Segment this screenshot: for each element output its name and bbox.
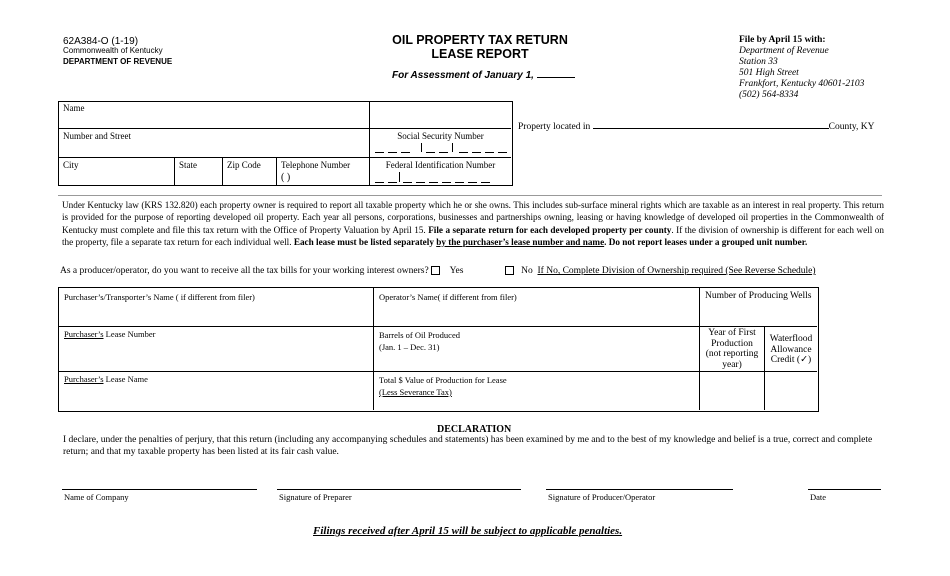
barrels-label	[379, 329, 460, 353]
instructions-emphasis: Each lease must be listed separately	[293, 236, 434, 247]
form-title: OIL PROPERTY TAX RETURN	[392, 33, 568, 47]
property-location	[518, 119, 875, 132]
instructions-emphasis: by the purchaser’s lease number and name	[436, 236, 605, 247]
producer-signature-line[interactable]	[546, 489, 733, 490]
barrels-period: (Jan. 1 – Dec. 31)	[379, 342, 440, 352]
company-label: Name of Company	[64, 492, 129, 502]
address-line: Department of Revenue	[739, 46, 829, 56]
instructions-emphasis: . Do not report leases under a grouped unit number.	[604, 236, 808, 247]
street-label: Number and Street	[63, 131, 131, 141]
no-option	[505, 266, 816, 276]
date-label: Date	[810, 492, 827, 502]
company-signature-line[interactable]	[62, 489, 257, 490]
address-line: 501 High Street	[739, 68, 799, 78]
assessment-year-field[interactable]	[537, 68, 575, 78]
preparer-signature-line[interactable]	[277, 489, 521, 490]
total-value-label	[379, 374, 507, 398]
penalty-notice: Filings received after April 15 will be subject to applicable penalties.	[313, 525, 623, 537]
file-by-heading: File by April 15 with:	[739, 35, 826, 45]
producer-label: Signature of Producer/Operator	[548, 492, 656, 502]
phone-area-code[interactable]: ( )	[281, 172, 291, 183]
property-location-label: Property located in	[518, 122, 591, 132]
first-production-line: Year of First	[708, 328, 756, 338]
agency-name: Commonwealth of Kentucky	[63, 46, 163, 55]
yes-checkbox[interactable]	[431, 266, 440, 275]
lease-number-label-underlined: Purchaser’s	[64, 329, 104, 339]
no-label: No	[521, 266, 533, 276]
first-production-label	[700, 328, 764, 370]
tax-bill-question	[60, 266, 463, 276]
divider	[58, 195, 882, 196]
waterflood-line: Waterflood	[769, 334, 813, 344]
yes-label: Yes	[449, 266, 464, 276]
no-note: If No, Complete Division of Ownership required (See Reverse Schedule)	[537, 266, 816, 276]
first-production-line: (not reporting	[705, 349, 759, 359]
declaration-title: DECLARATION	[437, 424, 512, 435]
lease-number-label	[64, 329, 155, 339]
form-subtitle: LEASE REPORT	[431, 47, 529, 61]
waterflood-line: Credit (✓)	[770, 355, 812, 365]
address-line: (502) 564-8334	[739, 90, 799, 100]
total-value-text: Total $ Value of Production for Lease	[379, 375, 507, 385]
operator-name-label: Operator’s Name( if different from filer)	[379, 292, 517, 302]
producing-wells-label: Number of Producing Wells	[705, 291, 812, 301]
county-label: County, KY	[828, 122, 875, 132]
lease-details-table	[58, 287, 819, 412]
phone-label: Telephone Number	[281, 160, 351, 170]
first-production-line: Production	[711, 338, 753, 349]
department-name: DEPARTMENT OF REVENUE	[63, 57, 173, 66]
county-field[interactable]	[593, 119, 829, 129]
question-text: As a producer/operator, do you want to receive all the tax bills for your working interest owners?	[60, 266, 429, 276]
declaration-text: I declare, under the penalties of perjury, that this return (including any accompanying schedules and statements) has been examined by me and to the best of my knowledge and belief is a true, correct and complete return; and that my taxable property has been listed at its fair cash value.	[63, 435, 873, 457]
state-label: State	[179, 160, 197, 170]
preparer-label: Signature of Preparer	[279, 492, 352, 502]
lease-number-label-rest: Lease Number	[103, 329, 156, 339]
assessment-label: For Assessment of January 1,	[392, 70, 534, 81]
lease-name-label-rest: Lease Name	[103, 374, 148, 384]
ssn-label: Social Security Number	[397, 131, 484, 141]
assessment-year	[392, 68, 575, 81]
instructions-emphasis: File a separate return for each developed property per county	[428, 224, 672, 235]
severance-tax-text: (Less Severance Tax)	[379, 387, 452, 397]
address-line: Frankfort, Kentucky 40601-2103	[739, 79, 865, 89]
purchaser-name-label: Purchaser’s/Transporter’s Name ( if different from filer)	[64, 292, 255, 302]
lease-name-label	[64, 374, 148, 384]
instructions-text: . If the division of ownership is different for each well on the property, file a separate tax return for each individual well.	[62, 224, 884, 247]
name-label: Name	[63, 103, 85, 113]
instructions-text: Under Kentucky law (KRS 132.820) each property owner is required to report all taxable property which he or she owns. This includes sub-surface mineral rights which are taxable as an interest in real property. This return is provided for the purpose of reporting developed oil property. Each year all persons, corporations, businesses and partnerships owning, leasing or having knowledge of developed oil properties in the Commonwealth of Kentucky must complete and file this tax return with the Office of Property Valuation by April 15.	[62, 200, 884, 235]
form-number: 62A384-O (1-19)	[63, 36, 139, 47]
instructions-paragraph	[62, 199, 884, 248]
fein-label: Federal Identification Number	[385, 160, 496, 170]
no-checkbox[interactable]	[505, 266, 514, 275]
taxpayer-info-box	[58, 101, 513, 186]
lease-name-label-underlined: Purchaser’s	[64, 374, 104, 384]
zip-label: Zip Code	[227, 160, 261, 170]
first-production-line: year)	[722, 359, 742, 370]
city-label: City	[63, 160, 79, 170]
waterflood-label	[765, 334, 817, 366]
barrels-text: Barrels of Oil Produced	[379, 330, 460, 340]
waterflood-line: Allowance	[770, 344, 812, 355]
address-line: Station 33	[739, 57, 778, 67]
date-line[interactable]	[808, 489, 881, 490]
